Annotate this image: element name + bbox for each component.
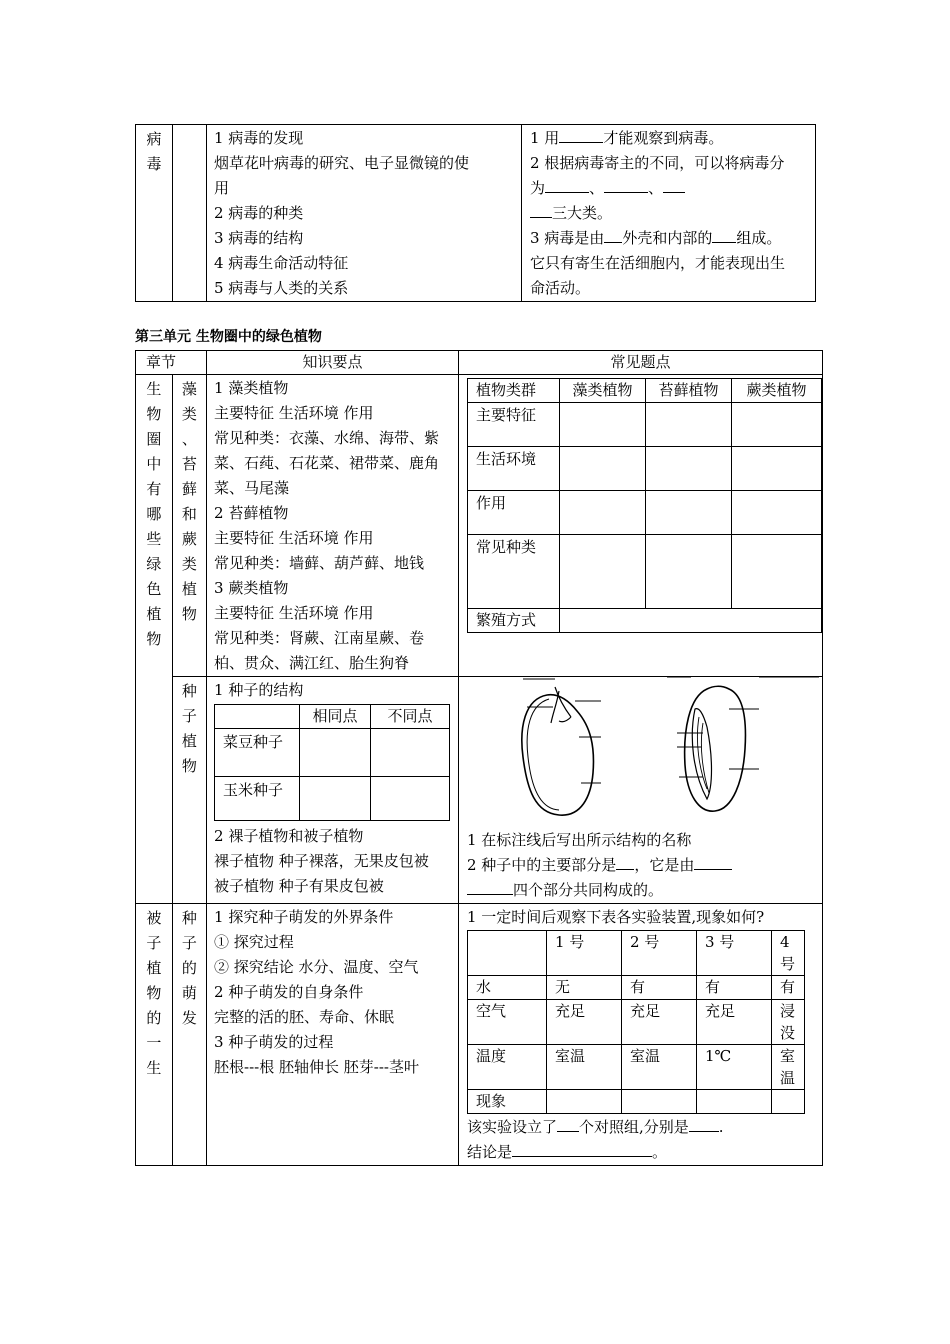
question-text: 、 — [589, 179, 605, 197]
knowledge-line: 常见种类：肾蕨、江南星蕨、卷 — [214, 629, 425, 647]
seed-table-header: 相同点 — [300, 705, 371, 729]
section-char: 种 — [181, 909, 197, 927]
header-knowledge — [207, 351, 459, 375]
question-text: 2 种子中的主要部分是 — [467, 856, 617, 874]
experiment-cell: 2 号 — [622, 931, 697, 976]
chapter-char: 被 — [146, 909, 162, 927]
chapter-char: 哪 — [146, 505, 162, 523]
experiment-row-label — [468, 931, 547, 976]
answer-cell[interactable] — [371, 777, 450, 821]
question-line — [530, 201, 815, 226]
answer-blank[interactable] — [467, 878, 513, 895]
knowledge-line: 5 病毒与人类的关系 — [214, 279, 349, 297]
knowledge-line: 菜、石莼、石花菜、裙带菜、鹿角 — [214, 454, 440, 472]
header-questions — [459, 351, 823, 375]
question-line — [467, 1140, 822, 1165]
knowledge-line: 1 种子的结构 — [214, 681, 304, 699]
seed-row-label: 玉米种子 — [215, 777, 300, 821]
answer-cell[interactable] — [732, 447, 822, 491]
question-text: 1 用 — [530, 129, 560, 147]
section-char: 类 — [181, 555, 197, 573]
section-char: 物 — [181, 605, 197, 623]
question-line: 2 根据病毒寄主的不同，可以将病毒分 — [530, 154, 785, 172]
experiment-row — [468, 1045, 805, 1090]
chapter-char: 植 — [146, 959, 162, 977]
answer-cell[interactable] — [646, 491, 732, 535]
unit-title: 第三单元 生物圈中的绿色植物 — [135, 329, 322, 345]
header-chapter — [136, 351, 207, 375]
answer-cell[interactable] — [697, 1090, 772, 1114]
header-label: 章节 — [146, 353, 177, 371]
experiment-cell: 充足 — [697, 1000, 772, 1045]
experiment-cell: 充足 — [622, 1000, 697, 1045]
corn-seed-illustration — [667, 677, 819, 811]
answer-blank[interactable] — [604, 176, 648, 193]
experiment-header-row — [468, 931, 805, 976]
question-text: 、 — [648, 179, 664, 197]
chapter-char: 些 — [146, 530, 162, 548]
chapter-char: 物 — [146, 630, 162, 648]
plant-row-label: 作用 — [468, 491, 560, 535]
chapter-char: 物 — [146, 405, 162, 423]
knowledge-line: 3 病毒的结构 — [214, 229, 304, 247]
knowledge-line: 3 蕨类植物 — [214, 579, 289, 597]
experiment-row — [468, 976, 805, 1000]
knowledge-line: 主要特征 生活环境 作用 — [214, 604, 374, 622]
experiment-cell: 室温 — [622, 1045, 697, 1090]
answer-blank[interactable] — [559, 126, 603, 143]
chapter-char: 绿 — [146, 555, 162, 573]
section-char: 萌 — [181, 984, 197, 1002]
virus-chapter-char: 毒 — [146, 155, 162, 173]
question-line — [467, 878, 822, 903]
section-char: 类 — [181, 405, 197, 423]
experiment-cell: 4 号 — [772, 931, 805, 976]
answer-cell[interactable] — [371, 729, 450, 777]
algae-knowledge-cell — [207, 375, 459, 677]
virus-questions-cell — [522, 125, 816, 302]
section-char: 子 — [181, 934, 197, 952]
experiment-cell: 3 号 — [697, 931, 772, 976]
question-text: 。 — [652, 1143, 668, 1161]
question-text: 才能观察到病毒。 — [603, 129, 724, 147]
knowledge-line: 裸子植物 种子裸落，无果皮包被 — [214, 852, 429, 870]
section-char: 、 — [181, 430, 197, 448]
question-text: . — [718, 1118, 724, 1136]
plant-row-label: 生活环境 — [468, 447, 560, 491]
answer-blank[interactable] — [663, 176, 685, 193]
answer-cell[interactable] — [622, 1090, 697, 1114]
knowledge-line: 烟草花叶病毒的研究、电子显微镜的使 — [214, 154, 470, 172]
question-line — [530, 176, 815, 201]
section-algae-cell — [172, 375, 206, 677]
virus-knowledge-cell — [207, 125, 522, 302]
question-text: 四个部分共同构成的。 — [513, 881, 664, 899]
experiment-cell: 充足 — [547, 1000, 622, 1045]
answer-cell[interactable] — [646, 403, 732, 447]
answer-blank[interactable] — [616, 853, 634, 870]
answer-blank[interactable] — [557, 1115, 579, 1132]
knowledge-line: ① 探究过程 — [214, 933, 294, 951]
answer-blank[interactable] — [604, 226, 622, 243]
knowledge-line: 1 藻类植物 — [214, 379, 289, 397]
question-text: 结论是 — [467, 1143, 513, 1161]
chapter-char: 的 — [146, 1009, 162, 1027]
section-seed-cell — [172, 677, 206, 904]
question-line: 1 在标注线后写出所示结构的名称 — [467, 831, 692, 849]
answer-cell[interactable] — [560, 535, 646, 609]
chapter-char: 有 — [146, 480, 162, 498]
virus-chapter-cell — [136, 125, 173, 302]
answer-blank[interactable] — [712, 226, 736, 243]
chapter-char: 生 — [146, 1059, 162, 1077]
knowledge-line: 柏、贯众、满江红、胎生狗脊 — [214, 654, 410, 672]
answer-cell[interactable] — [646, 535, 732, 609]
question-text: 3 病毒是由 — [530, 229, 605, 247]
plant-row-label: 常见种类 — [468, 535, 560, 609]
knowledge-line: 2 病毒的种类 — [214, 204, 304, 222]
experiment-row-label: 温度 — [468, 1045, 547, 1090]
section-char: 苔 — [181, 455, 197, 473]
answer-blank[interactable] — [694, 853, 732, 870]
virus-section-cell — [173, 125, 207, 302]
question-line — [467, 853, 822, 878]
seed-row-label: 菜豆种子 — [215, 729, 300, 777]
experiment-cell: 无 — [547, 976, 622, 1000]
experiment-row-label: 现象 — [468, 1090, 547, 1114]
bean-embryo — [551, 687, 571, 723]
answer-blank[interactable] — [512, 1140, 652, 1157]
chapter-char: 圈 — [146, 430, 162, 448]
question-line — [530, 226, 815, 251]
question-line: 命活动。 — [530, 279, 591, 297]
knowledge-line: 2 苔藓植物 — [214, 504, 289, 522]
experiment-table — [467, 930, 805, 1114]
plant-comparison-table — [467, 378, 822, 633]
knowledge-line: 3 种子萌发的过程 — [214, 1033, 334, 1051]
seed-comparison-table — [214, 704, 450, 821]
section-char: 的 — [181, 959, 197, 977]
answer-cell[interactable] — [772, 1090, 805, 1114]
experiment-row — [468, 1000, 805, 1045]
section-char: 植 — [181, 580, 197, 598]
experiment-row — [468, 1090, 805, 1114]
germ-questions-cell — [459, 904, 823, 1166]
question-text: 外壳和内部的 — [622, 229, 713, 247]
answer-blank[interactable] — [530, 201, 552, 218]
section-char: 物 — [181, 757, 197, 775]
seed-questions-cell — [459, 677, 823, 904]
knowledge-line: 1 探究种子萌发的外界条件 — [214, 908, 394, 926]
answer-cell[interactable] — [300, 777, 371, 821]
answer-cell[interactable] — [300, 729, 371, 777]
chapter-char: 生 — [146, 380, 162, 398]
knowledge-line: 被子植物 种子有果皮包被 — [214, 877, 384, 895]
knowledge-line: ② 探究结论 水分、温度、空气 — [214, 958, 419, 976]
experiment-cell: 室温 — [772, 1045, 805, 1090]
answer-cell[interactable] — [646, 447, 732, 491]
section-char: 蕨 — [181, 530, 197, 548]
question-line: 它只有寄生在活细胞内，才能表现出生 — [530, 254, 786, 272]
experiment-cell: 有 — [697, 976, 772, 1000]
question-text: 个对照组,分别是 — [579, 1118, 689, 1136]
plant-table-header: 蕨类植物 — [732, 379, 822, 403]
chapter-char: 子 — [146, 934, 162, 952]
question-text: ，它是由 — [634, 856, 695, 874]
virus-table — [135, 124, 816, 302]
chapter-char: 中 — [146, 455, 162, 473]
experiment-cell: 有 — [622, 976, 697, 1000]
knowledge-line: 菜、马尾藻 — [214, 479, 290, 497]
chapter-char: 物 — [146, 984, 162, 1002]
question-text: 组成。 — [736, 229, 782, 247]
experiment-row-label: 水 — [468, 976, 547, 1000]
knowledge-line: 2 种子萌发的自身条件 — [214, 983, 364, 1001]
plant-table-cell — [459, 375, 823, 677]
chapter-char: 色 — [146, 580, 162, 598]
experiment-cell: 室温 — [547, 1045, 622, 1090]
experiment-row-label: 空气 — [468, 1000, 547, 1045]
experiment-cell: 有 — [772, 976, 805, 1000]
header-label: 常见题点 — [610, 353, 671, 371]
header-label: 知识要点 — [302, 353, 363, 371]
chapter-a-cell — [136, 375, 173, 904]
knowledge-line: 1 病毒的发现 — [214, 129, 304, 147]
experiment-cell: 1℃ — [697, 1045, 772, 1090]
knowledge-line: 主要特征 生活环境 作用 — [214, 404, 374, 422]
bean-seed-illustration — [522, 679, 601, 815]
knowledge-line: 主要特征 生活环境 作用 — [214, 529, 374, 547]
answer-blank[interactable] — [545, 176, 589, 193]
answer-cell[interactable] — [560, 403, 646, 447]
question-line: 1 一定时间后观察下表各实验装置,现象如何? — [467, 908, 765, 926]
corn-seed-outline — [685, 686, 746, 811]
chapter-b-cell — [136, 904, 173, 1166]
question-text: 三大类。 — [552, 204, 613, 222]
section-char: 种 — [181, 682, 197, 700]
experiment-cell: 1 号 — [547, 931, 622, 976]
virus-chapter-char: 病 — [146, 130, 162, 148]
answer-cell[interactable] — [547, 1090, 622, 1114]
answer-cell[interactable] — [560, 609, 822, 633]
answer-cell[interactable] — [560, 447, 646, 491]
experiment-cell: 浸没 — [772, 1000, 805, 1045]
knowledge-line: 2 裸子植物和被子植物 — [214, 827, 364, 845]
seed-diagram — [467, 677, 819, 825]
knowledge-line: 常见种类：墙藓、葫芦藓、地钱 — [214, 554, 425, 572]
germ-knowledge-cell — [207, 904, 459, 1166]
section-germ-cell — [172, 904, 206, 1166]
unit3-table — [135, 350, 823, 1166]
seed-knowledge-cell — [207, 677, 459, 904]
section-char: 藓 — [181, 480, 197, 498]
seed-table-header — [215, 705, 300, 729]
answer-cell[interactable] — [732, 535, 822, 609]
chapter-char: 植 — [146, 605, 162, 623]
knowledge-line: 完整的活的胚、寿命、休眠 — [214, 1008, 395, 1026]
plant-table-header: 藻类植物 — [560, 379, 646, 403]
knowledge-line: 常见种类：衣藻、水绵、海带、紫 — [214, 429, 440, 447]
answer-cell[interactable] — [560, 491, 646, 535]
section-char: 子 — [181, 707, 197, 725]
section-char: 藻 — [181, 380, 197, 398]
section-char: 发 — [181, 1009, 197, 1027]
plant-table-header: 植物类群 — [468, 379, 560, 403]
question-line — [530, 126, 815, 151]
answer-cell[interactable] — [732, 491, 822, 535]
answer-cell[interactable] — [732, 403, 822, 447]
plant-row-label: 主要特征 — [468, 403, 560, 447]
knowledge-line: 用 — [214, 179, 230, 197]
section-char: 植 — [181, 732, 197, 750]
plant-table-header: 苔藓植物 — [646, 379, 732, 403]
section-char: 和 — [181, 505, 197, 523]
seed-table-header: 不同点 — [371, 705, 450, 729]
knowledge-line: 胚根---根 胚轴伸长 胚芽---茎叶 — [214, 1058, 419, 1076]
knowledge-line: 4 病毒生命活动特征 — [214, 254, 349, 272]
answer-blank[interactable] — [689, 1115, 719, 1132]
plant-row-label: 繁殖方式 — [468, 609, 560, 633]
question-text: 该实验设立了 — [467, 1118, 558, 1136]
question-text: 为 — [530, 179, 546, 197]
question-line — [467, 1115, 822, 1140]
chapter-char: 一 — [146, 1034, 162, 1052]
